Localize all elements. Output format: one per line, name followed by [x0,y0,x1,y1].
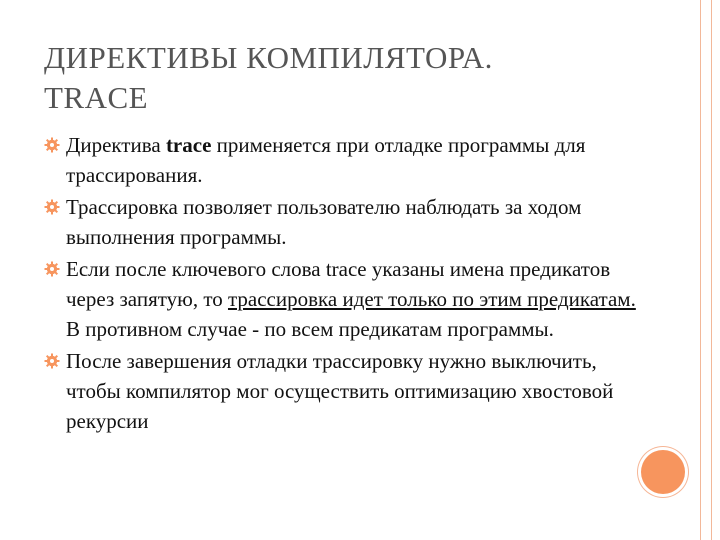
keyword-trace: trace [165,133,212,157]
bullet-text-1b: применяется при отладке программы для трассирования. [66,133,586,187]
bullet-text-4: После завершения отладки трассировку нужно выключить, чтобы компилятор мог осуществить оптимизацию хвостовой рекурсии [66,349,614,433]
bullet-item-1 [44,130,644,190]
decorative-circle [641,450,685,494]
bullet-text-3b: В противном случае - по всем предикатам программы. [66,317,554,341]
gear-icon [44,261,60,277]
slide-title [44,38,664,118]
decorative-line-right [711,0,712,540]
bullet-item-4 [44,346,644,436]
bullet-list [44,130,644,438]
bullet-item-2 [44,192,644,252]
gear-icon [44,137,60,153]
underlined-phrase: трассировка идет только по этим предикатам. [227,287,636,311]
gear-icon [44,353,60,369]
gear-icon [44,199,60,215]
bullet-text-2: Трассировка позволяет пользователю наблюдать за ходом выполнения программы. [66,195,582,249]
slide-title-line-2: TRACE [44,80,149,115]
slide-title-line-1: ДИРЕКТИВЫ КОМПИЛЯТОРА. [44,40,493,75]
bullet-text-3a: Если после ключевого слова trace указаны имена предикатов через запятую, то [66,257,611,311]
bullet-text-1a: Директива [66,133,166,157]
bullet-item-3 [44,254,644,344]
decorative-line-left [700,0,701,540]
